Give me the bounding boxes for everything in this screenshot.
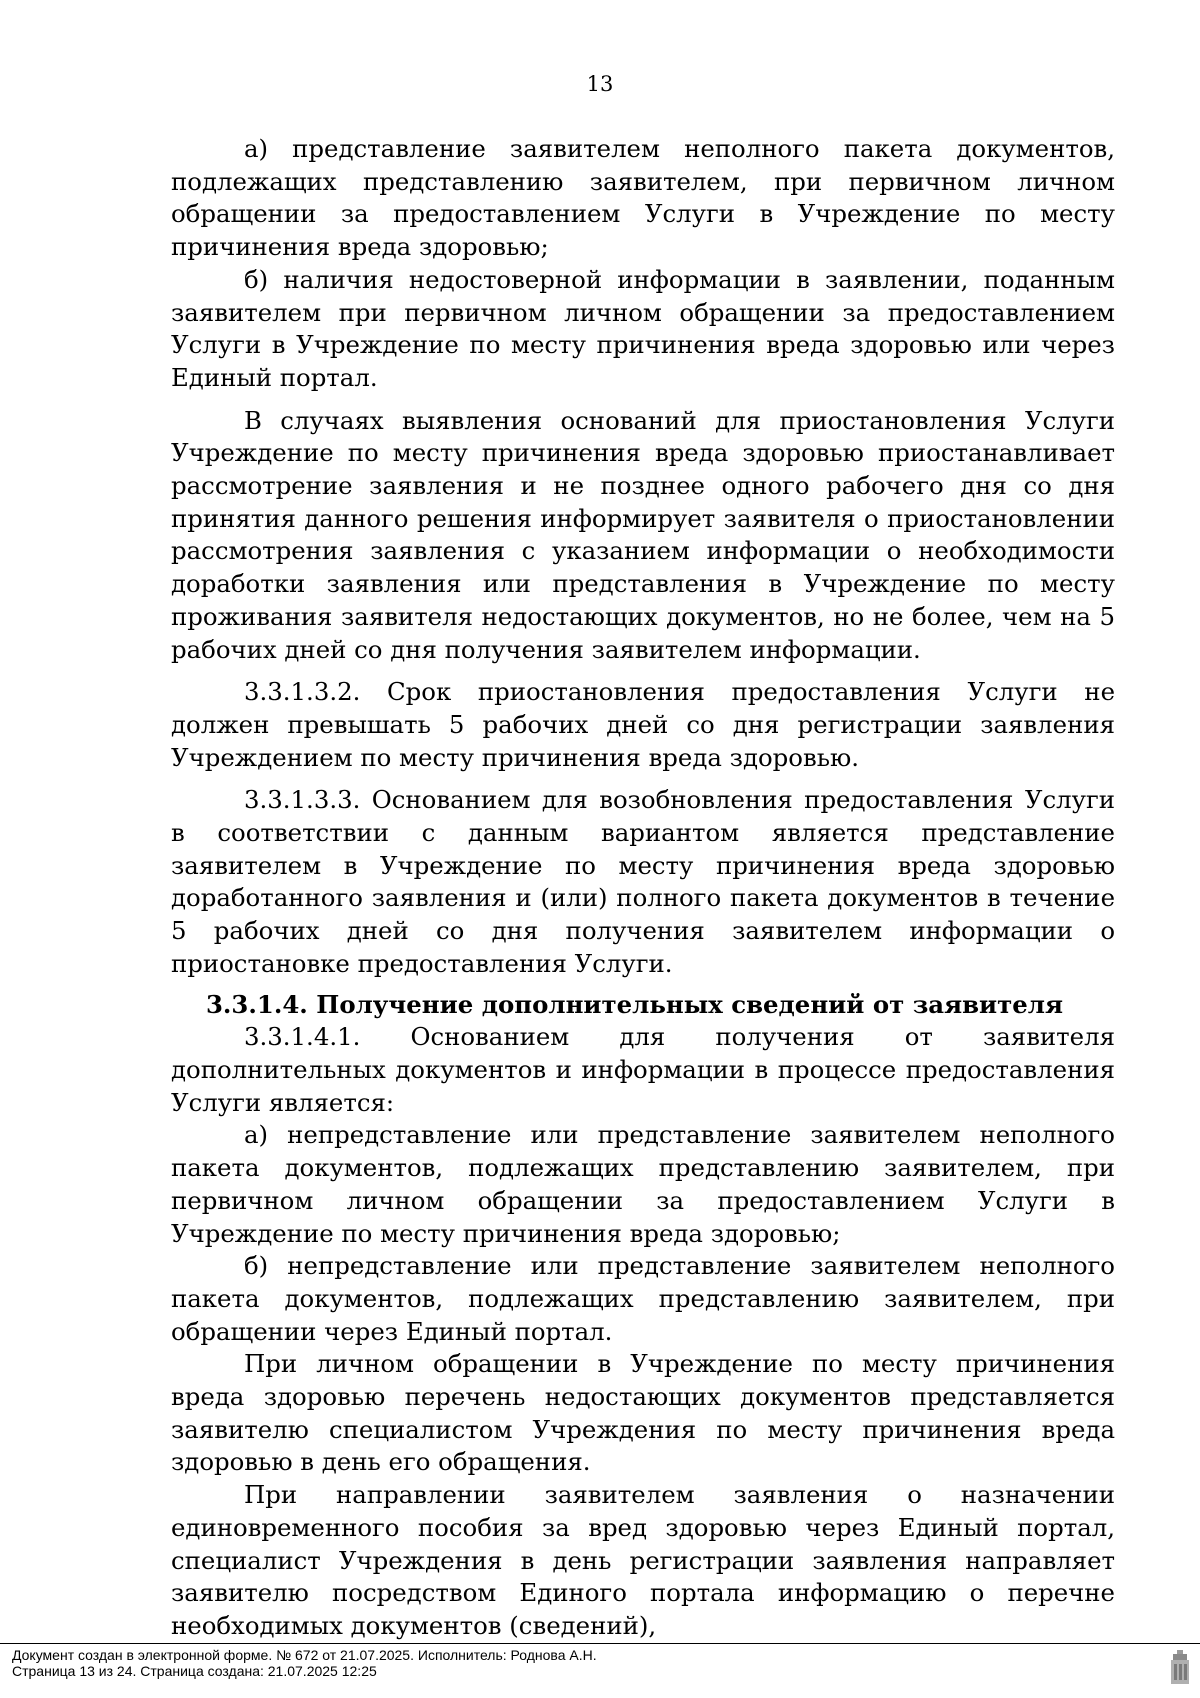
emblem-icon (1169, 1650, 1191, 1686)
document-body (171, 133, 1115, 1643)
paragraph-3-3-1-4-1: 3.3.1.4.1. Основанием для получения от заявителя дополнительных документов и информации в процессе предоставления Услуги является: (171, 1022, 1115, 1117)
paragraph-portal-submission: При направлении заявителем заявления о назначении единовременного пособия за вред здоровью через Единый портал, специалист Учреждения в день регистрации заявления направляет заявителю посредством Единого портала информацию о перечне необходимых документов (сведений), (171, 1480, 1115, 1640)
footer-line-2: Страница 13 из 24. Страница создана: 21.07.2025 12:25 (12, 1663, 377, 1679)
section-heading: 3.3.1.4. Получение дополнительных сведений от заявителя (205, 989, 1063, 1019)
paragraph-suspension-cases: В случаях выявления оснований для приостановления Услуги Учреждение по месту причинения вреда здоровью приостанавливает рассмотрение заявления и не позднее одного рабочего дня со дня принятия данного решения информирует заявителя о приостановлении рассмотрения заявления с указанием информации о необходимости доработки заявления или представления в Учреждение по месту проживания заявителя недостающих документов, но не более, чем на 5 рабочих дней со дня получения заявителем информации. (171, 405, 1115, 664)
paragraph-item-a-2: а) непредставление или представление заявителем неполного пакета документов, подлежащих представлению заявителем, при первичном личном обращении за предоставлением Услуги в Учреждение по месту причинения вреда здоровью; (171, 1120, 1115, 1248)
paragraph-3-3-1-3-2: 3.3.1.3.2. Срок приостановления предоставления Услуги не должен превышать 5 рабочих дней со дня регистрации заявления Учреждением по месту причинения вреда здоровью. (171, 677, 1115, 772)
footer-line-1: Документ создан в электронной форме. № 672 от 21.07.2025. Исполнитель: Роднова А.Н. (12, 1647, 597, 1663)
paragraph-personal-visit: При личном обращении в Учреждение по месту причинения вреда здоровью перечень недостающих документов представляется заявителю специалистом Учреждения по месту причинения вреда здоровью в день его обращения. (171, 1349, 1115, 1477)
footer-divider (0, 1643, 1200, 1644)
footer (12, 1647, 597, 1679)
paragraph-item-b: б) наличия недостоверной информации в заявлении, поданным заявителем при первичном личном обращении за предоставлением Услуги в Учреждение по месту причинения вреда здоровью или через Единый портал. (171, 264, 1115, 392)
paragraph-3-3-1-3-3: 3.3.1.3.3. Основанием для возобновления предоставления Услуги в соответствии с данным вариантом является представление заявителем в Учреждение по месту причинения вреда здоровью доработанного заявления и (или) полного пакета документов в течение 5 рабочих дней со дня получения заявителем информации о приостановке предоставления Услуги. (171, 785, 1115, 978)
paragraph-item-a: а) представление заявителем неполного пакета документов, подлежащих представлению заявителем, при первичном личном обращении за предоставлением Услуги в Учреждение по месту причинения вреда здоровью; (171, 134, 1115, 262)
paragraph-item-b-2: б) непредставление или представление заявителем неполного пакета документов, подлежащих представлению заявителем, при обращении через Единый портал. (171, 1251, 1115, 1346)
page-number: 13 (586, 72, 614, 96)
